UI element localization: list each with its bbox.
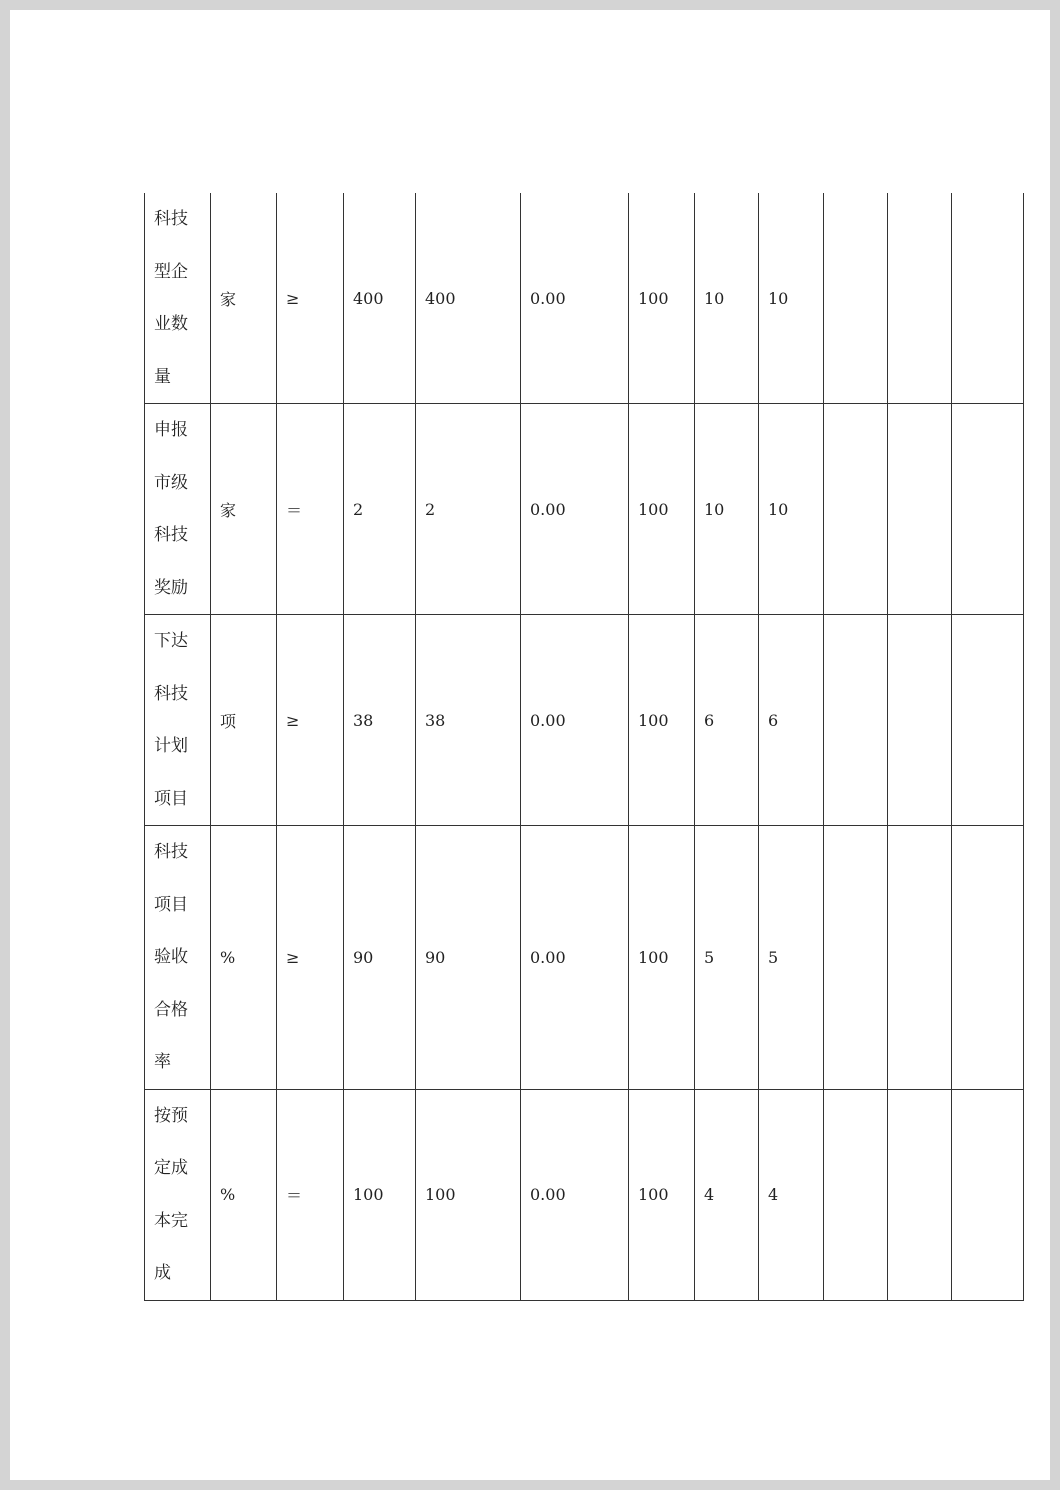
deviation-cell: 0.00 — [521, 193, 629, 404]
indicator-name-line: 下达 — [154, 631, 188, 651]
score-cell: 10 — [759, 193, 824, 404]
unit-cell: % — [211, 826, 277, 1090]
empty-cell — [824, 615, 888, 826]
empty-cell — [952, 1089, 1024, 1300]
empty-cell — [888, 1089, 952, 1300]
empty-cell — [824, 193, 888, 404]
score-cell: 6 — [759, 615, 824, 826]
deviation-cell: 0.00 — [521, 826, 629, 1090]
empty-cell — [888, 193, 952, 404]
completion-rate-cell: 100 — [629, 1089, 695, 1300]
indicator-name-line: 科技 — [154, 683, 188, 704]
table-row — [145, 193, 1024, 404]
indicator-name-line: 科技 — [154, 525, 188, 545]
actual-value-cell: 2 — [416, 404, 521, 615]
target-value-cell: 100 — [344, 1089, 416, 1300]
performance-indicator-table — [144, 193, 1024, 1301]
deviation-cell: 0.00 — [521, 404, 629, 615]
indicator-name-cell — [145, 615, 211, 826]
actual-value-cell: 38 — [416, 615, 521, 826]
indicator-name-line: 市级 — [154, 472, 188, 493]
empty-cell — [888, 404, 952, 615]
indicator-name-line: 计划 — [154, 736, 188, 756]
operator-cell: ≥ — [277, 193, 344, 404]
indicator-name-line: 按预 — [154, 1105, 188, 1126]
indicator-name-line: 科技 — [154, 842, 188, 862]
completion-rate-cell: 100 — [629, 404, 695, 615]
indicator-name-line: 项目 — [154, 788, 188, 809]
actual-value-cell: 100 — [416, 1089, 521, 1300]
target-value-cell: 90 — [344, 826, 416, 1090]
weight-cell: 5 — [695, 826, 759, 1090]
weight-cell: 4 — [695, 1089, 759, 1300]
table-row — [145, 826, 1024, 1090]
score-cell: 4 — [759, 1089, 824, 1300]
target-value-cell: 38 — [344, 615, 416, 826]
empty-cell — [824, 404, 888, 615]
indicator-name-line: 项目 — [154, 894, 188, 915]
empty-cell — [952, 193, 1024, 404]
weight-cell: 6 — [695, 615, 759, 826]
actual-value-cell: 400 — [416, 193, 521, 404]
target-value-cell: 400 — [344, 193, 416, 404]
score-cell: 5 — [759, 826, 824, 1090]
document-page — [10, 10, 1050, 1480]
unit-cell: 项 — [211, 615, 277, 826]
empty-cell — [888, 615, 952, 826]
empty-cell — [824, 826, 888, 1090]
completion-rate-cell: 100 — [629, 615, 695, 826]
empty-cell — [952, 404, 1024, 615]
operator-cell: ≥ — [277, 826, 344, 1090]
weight-cell: 10 — [695, 404, 759, 615]
indicator-name-line: 本完 — [154, 1210, 188, 1231]
indicator-name-cell — [145, 404, 211, 615]
table-row — [145, 404, 1024, 615]
indicator-name-line: 科技 — [154, 209, 188, 229]
unit-cell: 家 — [211, 404, 277, 615]
completion-rate-cell: 100 — [629, 826, 695, 1090]
indicator-name-line: 申报 — [154, 420, 188, 440]
unit-cell: 家 — [211, 193, 277, 404]
indicator-name-line: 定成 — [154, 1158, 188, 1178]
unit-cell: % — [211, 1089, 277, 1300]
completion-rate-cell: 100 — [629, 193, 695, 404]
indicator-name-cell — [145, 826, 211, 1090]
empty-cell — [888, 826, 952, 1090]
empty-cell — [952, 615, 1024, 826]
weight-cell: 10 — [695, 193, 759, 404]
indicator-name-line: 验收 — [154, 947, 188, 967]
target-value-cell: 2 — [344, 404, 416, 615]
deviation-cell: 0.00 — [521, 615, 629, 826]
deviation-cell: 0.00 — [521, 1089, 629, 1300]
indicator-name-line: 率 — [154, 1052, 171, 1072]
table-row — [145, 1089, 1024, 1300]
indicator-name-line: 量 — [154, 366, 171, 387]
indicator-name-cell — [145, 1089, 211, 1300]
indicator-name-line: 业数 — [154, 314, 188, 334]
indicator-name-line: 奖励 — [154, 577, 188, 598]
indicator-name-line: 合格 — [154, 999, 188, 1020]
operator-cell: ＝ — [277, 1089, 344, 1300]
empty-cell — [952, 826, 1024, 1090]
indicator-name-cell — [145, 193, 211, 404]
empty-cell — [824, 1089, 888, 1300]
operator-cell: ＝ — [277, 404, 344, 615]
operator-cell: ≥ — [277, 615, 344, 826]
score-cell: 10 — [759, 404, 824, 615]
indicator-name-line: 成 — [154, 1263, 171, 1283]
table-row — [145, 615, 1024, 826]
actual-value-cell: 90 — [416, 826, 521, 1090]
indicator-name-line: 型企 — [154, 261, 188, 282]
